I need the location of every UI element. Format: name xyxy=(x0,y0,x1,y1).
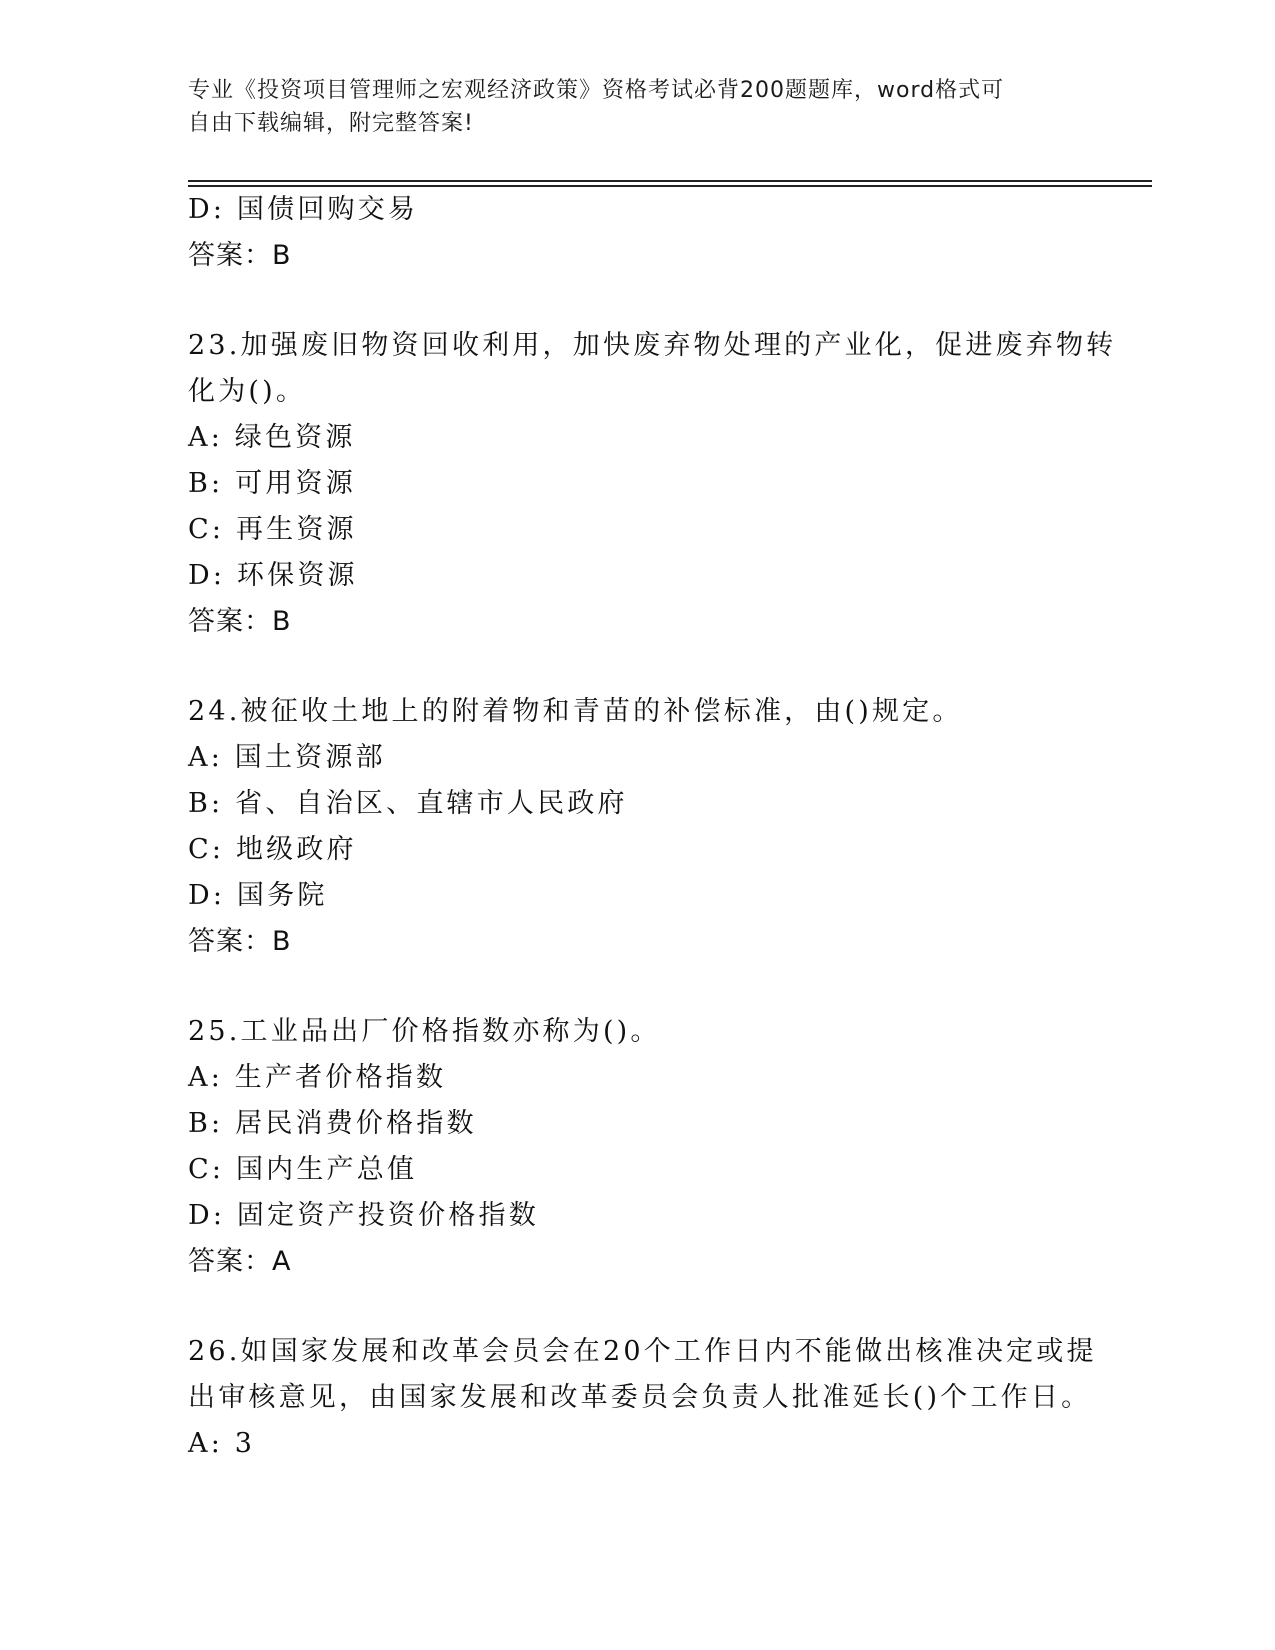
question-stem-line-1: 24.被征收土地上的附着物和青苗的补偿标准，由()规定。 xyxy=(188,696,963,727)
option-d: D: 环保资源 xyxy=(188,560,358,591)
option-b: B: 居民消费价格指数 xyxy=(188,1108,477,1139)
spacer xyxy=(188,965,1108,1009)
question-25 xyxy=(188,1009,1108,1285)
option-a: A: 生产者价格指数 xyxy=(188,1062,447,1093)
spacer xyxy=(188,1285,1108,1329)
option-d: D: 国务院 xyxy=(188,880,328,911)
question-list xyxy=(188,187,1117,1467)
option-b: B: 省、自治区、直辖市人民政府 xyxy=(188,788,628,819)
spacer xyxy=(188,645,1108,689)
question-stem-line-1: 25.工业品出厂价格指数亦称为()。 xyxy=(188,1016,661,1047)
question-stem-line-1: 26.如国家发展和改革会员会在20个工作日内不能做出核准决定或提 xyxy=(188,1336,1097,1367)
question-24 xyxy=(188,689,1108,965)
question-stem-line-1: 23.加强废旧物资回收利用，加快废弃物处理的产业化，促进废弃物转 xyxy=(188,330,1117,361)
option-a: A: 3 xyxy=(188,1428,256,1459)
previous-question-tail xyxy=(188,187,1108,279)
option-c: C: 再生资源 xyxy=(188,514,357,545)
question-26 xyxy=(188,1329,1108,1467)
header-line-2: 自由下载编辑，附完整答案! xyxy=(188,111,474,136)
spacer xyxy=(188,279,1108,323)
header-line-1: 专业《投资项目管理师之宏观经济政策》资格考试必背200题题库，word格式可 xyxy=(188,78,1005,103)
option-a: A: 国土资源部 xyxy=(188,742,386,773)
option-b: B: 可用资源 xyxy=(188,468,356,499)
option-c: C: 国内生产总值 xyxy=(188,1154,418,1185)
document-header xyxy=(188,74,1078,140)
option-d: D: 国债回购交易 xyxy=(188,194,419,225)
answer-line: 答案：B xyxy=(188,606,292,637)
question-23 xyxy=(188,323,1117,645)
option-a: A: 绿色资源 xyxy=(188,422,356,453)
answer-line: 答案：A xyxy=(188,1246,292,1277)
option-c: C: 地级政府 xyxy=(188,834,357,865)
answer-line: 答案：B xyxy=(188,240,292,271)
question-stem-line-2: 出审核意见，由国家发展和改革委员会负责人批准延长()个工作日。 xyxy=(188,1382,1092,1413)
question-stem-line-2: 化为()。 xyxy=(188,376,307,407)
option-d: D: 固定资产投资价格指数 xyxy=(188,1200,539,1231)
header-divider-top xyxy=(188,180,1152,182)
answer-line: 答案：B xyxy=(188,926,292,957)
